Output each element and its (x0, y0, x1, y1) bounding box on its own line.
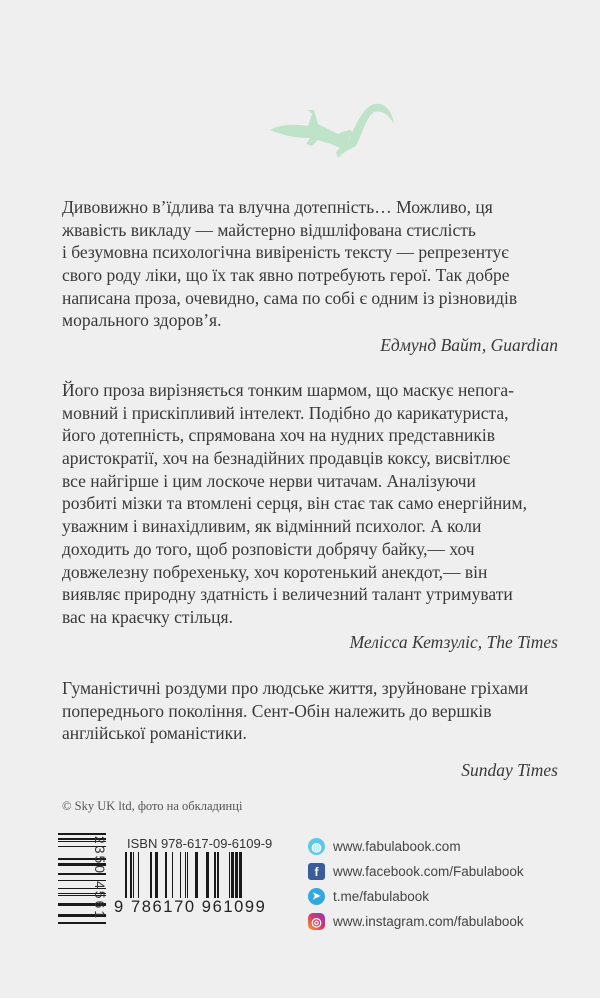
text-line: аристократії, хоч на безнадійних продавців коксу, висвітлює (62, 448, 511, 469)
text-line: Його проза вирізняється тонким шармом, що маскує непога- (62, 380, 514, 400)
isbn-label: ISBN 978-617-09-6109-9 (127, 836, 273, 851)
facebook-icon: f (308, 863, 325, 880)
text-line: Гуманістичні роздуми про людське життя, зруйноване гріхами (62, 678, 529, 698)
contact-links (308, 834, 524, 934)
instagram-link[interactable] (308, 909, 524, 934)
text-line: його дотепність, спрямована хоч на нудних представників (62, 425, 496, 446)
quote-2-attribution: Мелісса Кетзуліс, The Times (349, 632, 558, 652)
quote-3-attribution: Sunday Times (461, 760, 558, 780)
text-line: написана проза, очевидно, сама по собі є одним із різновидів (62, 287, 518, 308)
text-line: мовний і прискіпливий інтелект. Подібно до карикатуриста, (62, 402, 509, 423)
text-line: все найгірше і цим лоскоче нерви читачам. Аналізуючи (62, 470, 476, 491)
text-line: і безумовна психологічна вивіреність тексту — репрезентує (62, 242, 509, 263)
text-line: вас на краєчку стільця. (62, 606, 233, 627)
link-text: www.fabulabook.com (333, 839, 461, 854)
text-line: жвавість викладу — майстерно відшліфована стислість (62, 219, 476, 240)
link-text: www.facebook.com/Fabulabook (333, 864, 524, 879)
quote-1-text (62, 196, 562, 332)
text-line: попереднього покоління. Сент-Обін належить до вершків (62, 700, 492, 721)
text-line: доходить до того, щоб розповісти добрячу байку,— хоч (62, 538, 475, 559)
lizard-icon (266, 84, 396, 164)
side-barcode-digits: 2350 4561 (92, 835, 108, 921)
website-link[interactable] (308, 834, 524, 859)
text-line: виявляє природну здатність і величезний талант утримувати (62, 584, 513, 605)
copyright-note: © Sky UK ltd, фото на обкладинці (62, 799, 243, 813)
text-line: довжелезну побрехеньку, хоч коротенький анекдот,— він (62, 561, 488, 582)
text-line: морального здоров’я. (62, 310, 222, 331)
text-line: Дивовижно в’їдлива та влучна дотепність… Можливо, ця (62, 197, 493, 217)
quote-2-text (62, 379, 562, 629)
telegram-link[interactable] (308, 884, 524, 909)
text-line: свого роду ліки, що їх так явно потребують герої. Так добре (62, 265, 510, 286)
globe-icon: ◍ (308, 838, 325, 855)
barcode-digits: 9 786170 961099 (114, 898, 267, 916)
text-line: уважним і винахідливим, як відмінний психолог. А коли (62, 516, 482, 537)
instagram-icon: ◎ (308, 913, 325, 930)
quote-1-attribution: Едмунд Вайт, Guardian (380, 335, 558, 355)
link-text: t.me/fabulabook (333, 889, 430, 904)
quote-3-text (62, 677, 562, 745)
telegram-icon: ➤ (308, 888, 325, 905)
link-text: www.instagram.com/fabulabook (333, 914, 524, 929)
facebook-link[interactable] (308, 859, 524, 884)
text-line: розбиті мізки та втомлені серця, він стає так само енергійним, (62, 493, 527, 514)
text-line: англійської романістики. (62, 723, 247, 744)
